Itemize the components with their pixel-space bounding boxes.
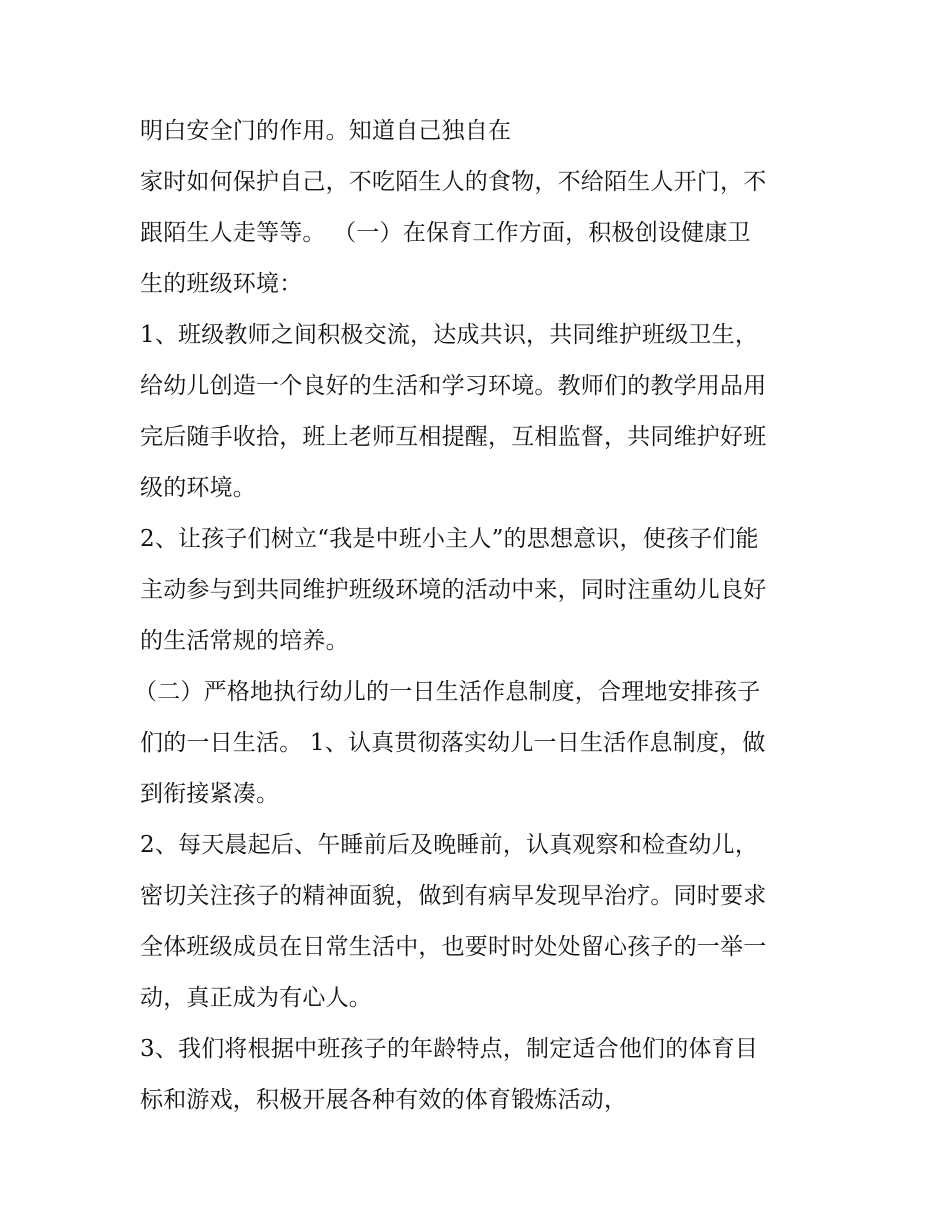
text-line: 家时如何保护自己，不吃陌生人的食物，不给陌生人开门，不: [140, 169, 767, 195]
text-line: 动，真正成为有心人。: [140, 985, 372, 1011]
text-line: 3、我们将根据中班孩子的年龄特点，制定适合他们的体育目: [140, 1036, 759, 1062]
text-line: 主动参与到共同维护班级环境的活动中来，同时注重幼儿良好: [140, 577, 767, 603]
text-line: 全体班级成员在日常生活中，也要时时处处留心孩子的一举一: [140, 934, 767, 960]
text-line: 生的班级环境：: [140, 271, 303, 297]
text-line: 完后随手收拾，班上老师互相提醒，互相监督，共同维护好班: [140, 424, 767, 450]
text-line: 1、班级教师之间积极交流，达成共识，共同维护班级卫生，: [140, 322, 759, 348]
text-line: 到衔接紧凑。: [140, 781, 280, 807]
text-line: 级的环境。: [140, 475, 256, 501]
body-text: [134, 106, 830, 1126]
text-line: 2、每天晨起后、午睡前后及晚睡前，认真观察和检查幼儿，: [140, 832, 759, 858]
text-line: 标和游戏，积极开展各种有效的体育锻炼活动，: [140, 1087, 628, 1113]
text-line: 给幼儿创造一个良好的生活和学习环境。教师们的教学用品用: [140, 373, 767, 399]
text-line: （二）严格地执行幼儿的一日生活作息制度，合理地安排孩子: [134, 679, 761, 705]
text-line: 密切关注孩子的精神面貌，做到有病早发现早治疗。同时要求: [140, 883, 767, 909]
text-line: 明白安全门的作用。知道自己独自在: [140, 118, 512, 144]
text-line: 跟陌生人走等等。 （一）在保育工作方面，积极创设健康卫: [140, 220, 751, 246]
text-line: 2、让孩子们树立“我是中班小主人”的思想意识，使孩子们能: [140, 526, 759, 552]
text-line: 们的一日生活。 1、认真贯彻落实幼儿一日生活作息制度，做: [140, 730, 766, 756]
text-line: 的生活常规的培养。: [140, 628, 349, 654]
